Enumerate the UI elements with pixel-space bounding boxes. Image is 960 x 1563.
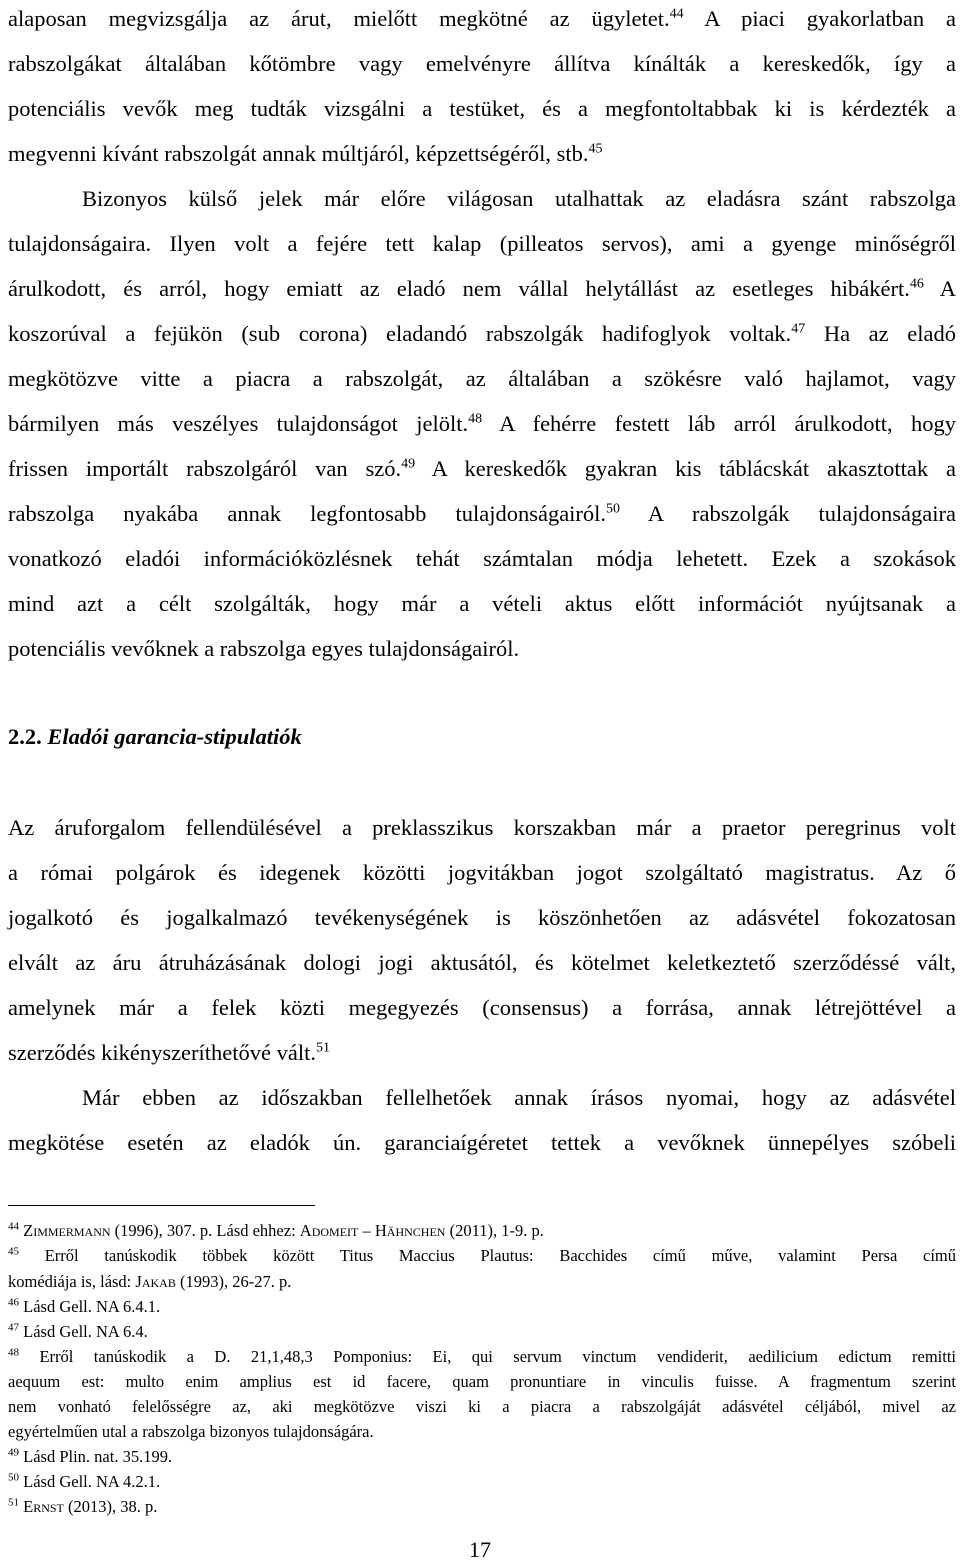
- section-heading: [8, 722, 302, 752]
- footnote-44: $^{44}$ Zimmermann (1996), 307. p. Lásd ehhez: Adomeit – Hähnchen (2011), 1-9. p.: [8, 1220, 544, 1240]
- section-title: Eladói garancia-stipulatiók: [47, 724, 302, 749]
- text-line: tulajdonságaira. Ilyen volt a fejére tett kalap (pilleatos servos), ami a gyenge minőségről: [8, 231, 956, 256]
- text-line: mind azt a célt szolgálták, hogy már a vételi aktus előtt információt nyújtsanak a: [8, 591, 956, 616]
- text-line: megvenni kívánt rabszolgát annak múltjáról, képzettségéről, stb.$^{45}$: [8, 141, 603, 166]
- footnote-ref-44: 44: [669, 6, 684, 22]
- footnote-48: $^{48}$ Erről tanúskodik a D. 21,1,48,3 Pomponius: Ei, qui servum vinctum vendiderit, aedilicium edictum remitti: [8, 1346, 956, 1366]
- text-line: frissen importált rabszolgáról van szó.$^{49}$ A kereskedők gyakran kis táblácskát akasztottak a: [8, 456, 956, 481]
- footnote-50: $^{50}$ Lásd Gell. NA 4.2.1.: [8, 1471, 161, 1491]
- text-line: Bizonyos külső jelek már előre világosan utalhattak az eladásra szánt rabszolga: [82, 186, 956, 211]
- footnote-ref-48: 48: [468, 411, 483, 427]
- text-line: Már ebben az időszakban fellelhetőek annak írásos nyomai, hogy az adásvétel: [82, 1085, 956, 1110]
- text-line: jogalkotó és jogalkalmazó tevékenységének is köszönhetően az adásvétel fokozatosan: [8, 905, 956, 930]
- section-number: 2.2.: [8, 724, 42, 749]
- footnote-48-cont: nem vonható felelősségre az, aki megkötözve viszi ki a piacra a rabszolgáját adásvétel céljából, mivel az: [8, 1397, 956, 1416]
- footnote-45: $^{45}$ Erről tanúskodik többek között Titus Maccius Plautus: Bacchides című műve, valamint Persa című: [8, 1245, 956, 1265]
- text-line: Az áruforgalom fellendülésével a preklasszikus korszakban már a praetor peregrinus volt: [8, 815, 956, 840]
- footnote-ref-47: 47: [791, 321, 806, 337]
- text-line: potenciális vevők meg tudták vizsgálni a testüket, és a megfontoltabbak ki is kérdezték a: [8, 96, 956, 121]
- footnote-ref-49: 49: [401, 456, 416, 472]
- text-line: szerződés kikényszeríthetővé vált.$^{51}$: [8, 1040, 331, 1065]
- footnote-ref-50: 50: [606, 501, 621, 517]
- footnote-48-cont: aequum est: multo enim amplius est id facere, quam pronuntiare in vinculis fuisse. A fragmentum szerint: [8, 1372, 956, 1391]
- footnote-47: $^{47}$ Lásd Gell. NA 6.4.: [8, 1321, 148, 1341]
- text-line: potenciális vevőknek a rabszolga egyes tulajdonságairól.: [8, 636, 520, 661]
- text-line: amelynek már a felek közti megegyezés (consensus) a forrása, annak létrejöttével a: [8, 995, 956, 1020]
- text-line: alaposan megvizsgálja az árut, mielőtt megkötné az ügyletet.$^{44}$ A piaci gyakorlatban a: [8, 6, 957, 31]
- page-number: 17: [469, 1537, 491, 1562]
- footnote-ref-46: 46: [909, 276, 924, 292]
- text-line: elvált az áru átruházásának dologi jogi aktusától, és kötelmet keletkeztető szerződéssé vált,: [8, 950, 956, 975]
- footnote-46: $^{46}$ Lásd Gell. NA 6.4.1.: [8, 1296, 161, 1316]
- text-line: rabszolgákat általában kőtömbre vagy emelvényre állítva kínálták a kereskedők, így a: [8, 51, 956, 76]
- footnote-45-cont: komédiája is, lásd: Jakab (1993), 26-27. p.: [8, 1272, 292, 1291]
- text-line: megkötése esetén az eladók ún. garanciaígéretet tettek a vevőknek ünnepélyes szóbeli: [8, 1130, 956, 1155]
- text-line: megkötözve vitte a piacra a rabszolgát, az általában a szökésre való hajlamot, vagy: [8, 366, 956, 391]
- text-line: koszorúval a fejükön (sub corona) eladandó rabszolgák hadifoglyok voltak.$^{47}$ Ha az eladó: [8, 321, 956, 346]
- text-line: rabszolga nyakába annak legfontosabb tulajdonságairól.$^{50}$ A rabszolgák tulajdonságaira: [8, 501, 956, 526]
- footnote-separator: [8, 1205, 315, 1206]
- text-line: a római polgárok és idegenek közötti jogvitákban jogot szolgáltató magistratus. Az ő: [8, 860, 956, 885]
- text-line: árulkodott, és arról, hogy emiatt az eladó nem vállal helytállást az esetleges hibákért.$^{46}$ A: [8, 276, 956, 301]
- footnote-48-cont: egyértelműen utal a rabszolga bizonyos tulajdonságára.: [8, 1422, 374, 1441]
- footnote-51: $^{51}$ Ernst (2013), 38. p.: [8, 1496, 158, 1516]
- footnote-ref-51: 51: [316, 1040, 331, 1056]
- footnote-49: $^{49}$ Lásd Plin. nat. 35.199.: [8, 1446, 173, 1466]
- text-line: vonatkozó eladói információközlésnek tehát számtalan módja lehetett. Ezek a szokások: [8, 546, 956, 571]
- text-line: bármilyen más veszélyes tulajdonságot jelölt.$^{48}$ A fehérre festett láb arról árulkodott, hogy: [8, 411, 957, 436]
- footnote-ref-45: 45: [588, 141, 603, 157]
